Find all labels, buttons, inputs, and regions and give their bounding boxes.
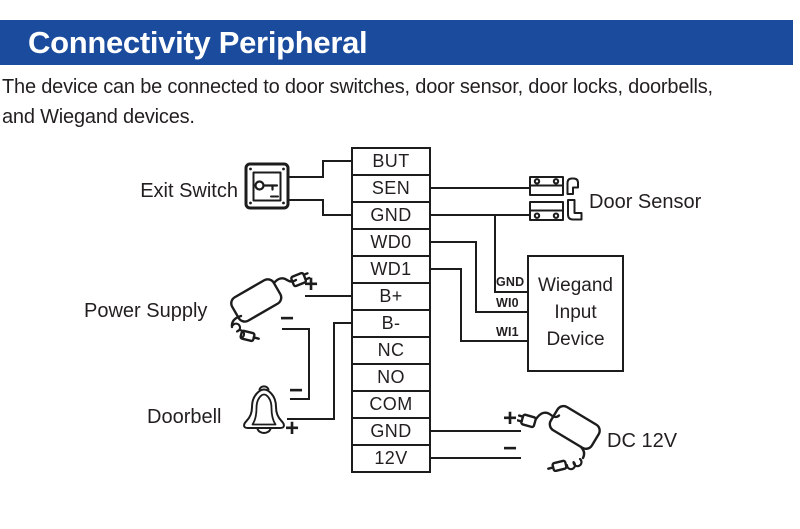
exit-switch-label: Exit Switch — [140, 180, 238, 202]
wiegand-input-device-box — [527, 255, 624, 372]
wiegand-pin-wi1: WI1 — [496, 325, 519, 339]
power-supply-label: Power Supply — [84, 300, 208, 322]
description-line-2: and Wiegand devices. — [2, 106, 195, 128]
door-sensor-top-icon — [528, 172, 586, 198]
terminal-wd1: WD1 — [351, 255, 431, 284]
terminal-bminus: B- — [351, 309, 431, 338]
wire-gnd-exit — [322, 214, 351, 216]
door-sensor-label: Door Sensor — [589, 191, 702, 213]
wire-wd1-to-wi1 — [460, 268, 462, 342]
terminal-wd0: WD0 — [351, 228, 431, 257]
door-sensor-bottom-icon — [528, 197, 586, 227]
wire-sen-door-sensor — [431, 187, 531, 189]
wire-exit-riser-bottom — [322, 199, 324, 216]
terminal-com: COM — [351, 390, 431, 419]
doorbell-plus-symbol: + — [285, 415, 300, 442]
dc-12v-label: DC 12V — [607, 430, 678, 452]
wire-bminus — [333, 322, 351, 324]
wire-wiegand-gnd — [494, 291, 529, 293]
terminal-block — [351, 147, 431, 473]
dc-adapter-icon — [517, 400, 609, 472]
dc-minus-symbol: − — [503, 435, 518, 462]
wire-wd0 — [431, 241, 477, 243]
wiegand-pin-gnd: GND — [496, 275, 525, 289]
wire-but-exit — [322, 160, 351, 162]
power-supply-minus-symbol: − — [280, 305, 295, 332]
terminal-sen: SEN — [351, 174, 431, 203]
wire-exit-switch-bottom — [288, 199, 322, 201]
terminal-no: NO — [351, 363, 431, 392]
doorbell-label: Doorbell — [147, 406, 222, 428]
wiegand-name-line-1: Wiegand — [538, 275, 613, 297]
doorbell-icon — [241, 382, 287, 438]
description-line-1: The device can be connected to door switches, door sensor, door locks, doorbells, — [2, 76, 713, 98]
power-supply-plus-symbol: + — [304, 271, 319, 298]
title-banner — [0, 20, 793, 65]
wire-wiegand-wi1 — [460, 340, 529, 342]
terminal-12v: 12V — [351, 444, 431, 473]
terminal-gnd1: GND — [351, 201, 431, 230]
terminal-but: BUT — [351, 147, 431, 176]
power-supply-icon — [212, 266, 312, 346]
terminal-gnd2: GND — [351, 417, 431, 446]
wire-wd0-to-wi0 — [475, 241, 477, 313]
wire-bminus-to-doorbell — [333, 322, 335, 420]
wiegand-name-line-3: Device — [546, 328, 605, 350]
page-title: Connectivity Peripheral — [28, 25, 368, 60]
dc-plus-symbol: + — [503, 405, 518, 432]
wire-gnd-door-sensor — [431, 214, 531, 216]
terminal-nc: NC — [351, 336, 431, 365]
wire-exit-switch-top — [288, 176, 322, 178]
terminal-bplus: B+ — [351, 282, 431, 311]
exit-switch-icon — [244, 162, 290, 210]
wire-wiegand-wi0 — [475, 311, 529, 313]
wire-wd1 — [431, 268, 462, 270]
wiegand-name-line-2: Input — [554, 302, 597, 324]
wiegand-pin-wi0: WI0 — [496, 296, 519, 310]
wire-exit-riser-top — [322, 160, 324, 178]
doorbell-minus-symbol: − — [289, 377, 304, 404]
